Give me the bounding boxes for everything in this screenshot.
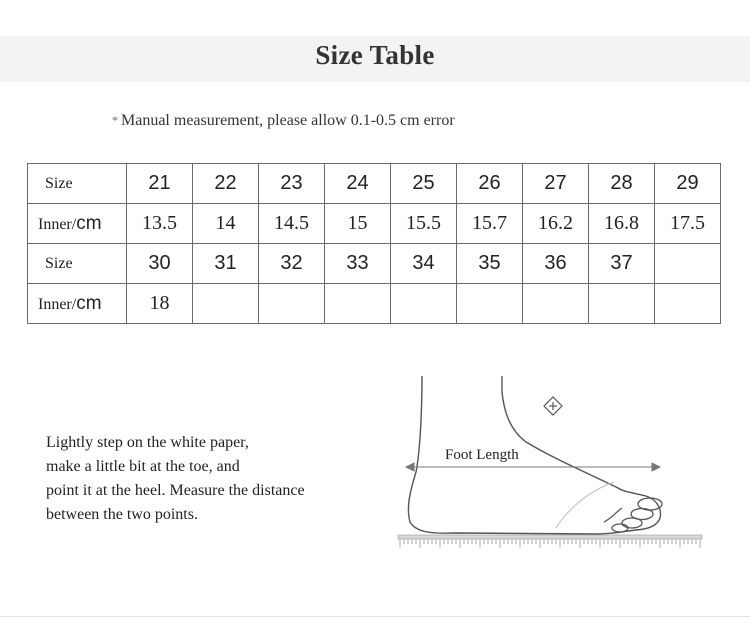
- size-cell: 34: [391, 244, 457, 284]
- inner-length-cell: 15.7: [457, 204, 523, 244]
- ruler-icon: [398, 535, 702, 548]
- size-cell: 30: [127, 244, 193, 284]
- inner-label-text: Inner/: [38, 215, 77, 233]
- inner-length-cell: [589, 284, 655, 324]
- length-arrow-icon: [406, 463, 660, 471]
- size-cell: 33: [325, 244, 391, 284]
- table-row-inner-2: [28, 284, 721, 324]
- table-row-size-2: [28, 244, 721, 284]
- size-cell: 31: [193, 244, 259, 284]
- inner-label-unit: cm: [76, 292, 102, 314]
- inner-length-cell: [325, 284, 391, 324]
- diamond-marker-icon: [544, 397, 562, 415]
- size-table: [27, 163, 721, 324]
- note-text: Manual measurement, please allow 0.1-0.5 cm error: [121, 112, 455, 129]
- size-cell: 29: [655, 164, 721, 204]
- size-cell: 26: [457, 164, 523, 204]
- inner-length-cell: 14: [193, 204, 259, 244]
- instruction-line: between the two points.: [46, 506, 198, 523]
- size-cell: 25: [391, 164, 457, 204]
- inner-length-cell: [193, 284, 259, 324]
- inner-label-unit: cm: [76, 212, 102, 234]
- inner-length-cell: 18: [127, 284, 193, 324]
- inner-label-text: Inner/: [38, 295, 77, 313]
- measurement-note: [112, 112, 455, 130]
- size-cell: 35: [457, 244, 523, 284]
- size-cell: 24: [325, 164, 391, 204]
- row-label-inner: [28, 284, 127, 324]
- table-row-inner-1: [28, 204, 721, 244]
- inner-length-cell: 15.5: [391, 204, 457, 244]
- row-label-inner: [28, 204, 127, 244]
- toes-icon: [604, 498, 662, 532]
- inner-length-cell: [259, 284, 325, 324]
- size-cell: 28: [589, 164, 655, 204]
- inner-length-cell: [655, 284, 721, 324]
- instruction-line: make a little bit at the toe, and: [46, 458, 240, 475]
- foot-length-label: Foot Length: [445, 447, 519, 463]
- inner-length-cell: 13.5: [127, 204, 193, 244]
- inner-length-cell: 16.2: [523, 204, 589, 244]
- size-cell: 36: [523, 244, 589, 284]
- instruction-line: point it at the heel. Measure the distance: [46, 482, 305, 499]
- size-cell: 37: [589, 244, 655, 284]
- note-star: *: [112, 113, 118, 127]
- size-cell: [655, 244, 721, 284]
- row-label-size: Size: [28, 244, 127, 284]
- row-label-size: Size: [28, 164, 127, 204]
- inner-length-cell: 16.8: [589, 204, 655, 244]
- size-cell: 23: [259, 164, 325, 204]
- size-cell: 21: [127, 164, 193, 204]
- inner-length-cell: [523, 284, 589, 324]
- page-title: Size Table: [315, 40, 435, 70]
- inner-length-cell: 17.5: [655, 204, 721, 244]
- inner-length-cell: 14.5: [259, 204, 325, 244]
- bottom-divider: [0, 616, 750, 617]
- foot-measurement-diagram: [396, 372, 704, 552]
- instruction-line: Lightly step on the white paper,: [46, 434, 249, 451]
- size-cell: 32: [259, 244, 325, 284]
- inner-length-cell: 15: [325, 204, 391, 244]
- table-row-size-1: [28, 164, 721, 204]
- inner-length-cell: [391, 284, 457, 324]
- size-cell: 27: [523, 164, 589, 204]
- inner-length-cell: [457, 284, 523, 324]
- measurement-instructions: [46, 431, 366, 527]
- size-cell: 22: [193, 164, 259, 204]
